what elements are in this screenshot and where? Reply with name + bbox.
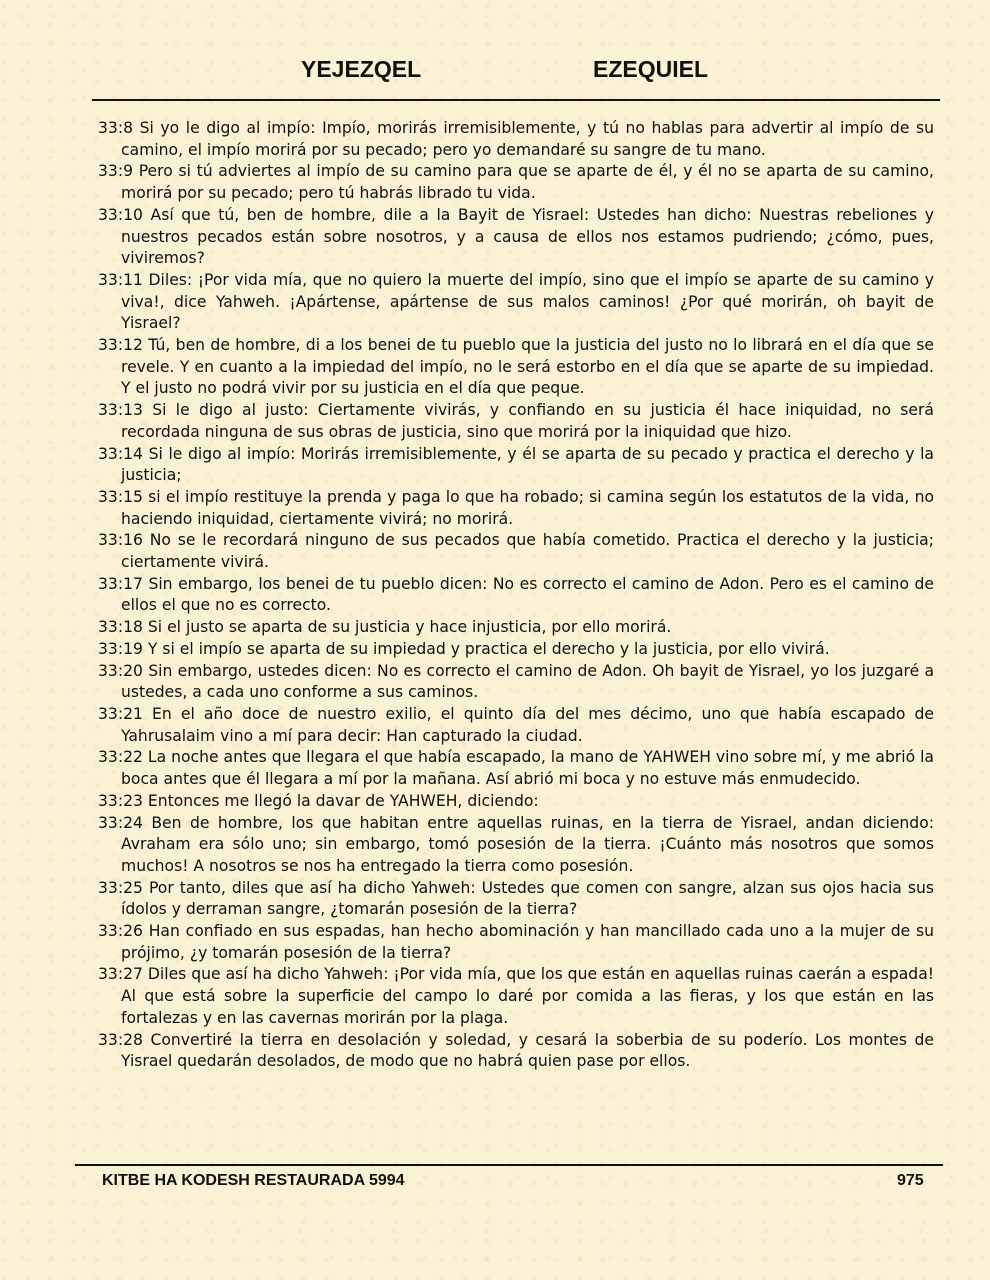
footer-page-number: 975: [897, 1172, 924, 1189]
footer-book-title: KITBE HA KODESH RESTAURADA 5994: [102, 1172, 405, 1189]
verse-33-10: 33:10 Así que tú, ben de hombre, dile a la Bayit de Yisrael: Ustedes han dicho: Nuestras rebeliones y nuestros pecados están sobre nosotros, y a causa de ellos nos estamos pudriendo; ¿cómo, pues, viviremos?: [98, 205, 934, 268]
verse-33-27: 33:27 Diles que así ha dicho Yahweh: ¡Por vida mía, que los que están en aquellas ruinas caerán a espada! Al que está sobre la superficie del campo lo daré por comida a las fieras, y los que están en las fortalezas y en las cavernas morirán por la plaga.: [98, 965, 934, 1027]
verse-33-19: 33:19 Y si el impío se aparta de su impiedad y practica el derecho y la justicia, por ello vivirá.: [98, 639, 830, 658]
verse-33-22: 33:22 La noche antes que llegara el que había escapado, la mano de YAHWEH vino sobre mí, y me abrió la boca antes que él llegara a mí por la mañana. Así abrió mi boca y no estuve más enmudecido.: [98, 748, 934, 789]
header-divider: [92, 99, 940, 101]
verse-33-25: 33:25 Por tanto, diles que así ha dicho Yahweh: Ustedes que comen con sangre, alzan sus ojos hacia sus ídolos y derraman sangre, ¿tomarán posesión de la tierra?: [98, 878, 934, 919]
verse-33-8: 33:8 Si yo le digo al impío: Impío, morirás irremisiblemente, y tú no hablas para advertir al impío de su camino, el impío morirá por su pecado; pero yo demandaré su sangre de tu mano.: [98, 119, 934, 159]
verse-33-9: 33:9 Pero si tú adviertes al impío de su camino para que se aparte de él, y él no se aparta de su camino, morirá por su pecado; pero tú habrás librado tu vida.: [98, 162, 934, 203]
footer-divider: [75, 1164, 943, 1166]
verse-33-15: 33:15 si el impío restituye la prenda y paga lo que ha robado; si camina según los estatutos de la vida, no haciendo iniquidad, ciertamente vivirá; no morirá.: [98, 487, 934, 528]
verse-33-28: 33:28 Convertiré la tierra en desolación y soledad, y cesará la soberbia de su poderío. Los montes de Yisrael quedarán desolados, de modo que no habrá quien pase por ellos.: [98, 1030, 934, 1071]
page-header: [0, 56, 990, 92]
verse-list: [98, 118, 934, 1073]
verse-33-16: 33:16 No se le recordará ninguno de sus pecados que había cometido. Practica el derecho y la justicia; ciertamente vivirá.: [98, 531, 934, 572]
verse-33-12: 33:12 Tú, ben de hombre, di a los benei de tu pueblo que la justicia del justo no lo librará en el día que se revele. Y en cuanto a la impiedad del impío, no le será estorbo en el día que se aparte de su impiedad. Y el justo no podrá vivir por su justicia en el día que peque.: [98, 336, 934, 398]
verse-33-23: 33:23 Entonces me llegó la davar de YAHWEH, diciendo:: [98, 791, 539, 810]
verse-33-13: 33:13 Si le digo al justo: Ciertamente vivirás, y confiando en su justicia él hace iniquidad, no será recordada ninguna de sus obras de justicia, sino que morirá por la iniquidad que hizo.: [98, 401, 934, 441]
header-title-hebrew: YEJEZQEL: [301, 56, 422, 82]
verse-33-11: 33:11 Diles: ¡Por vida mía, que no quiero la muerte del impío, sino que el impío se aparte de su camino y viva!, dice Yahweh. ¡Apártense, apártense de sus malos caminos! ¿Por qué morirán, oh bayit de Yisrael?: [98, 270, 934, 333]
verse-33-14: 33:14 Si le digo al impío: Morirás irremisiblemente, y él se aparta de su pecado y practica el derecho y la justicia;: [98, 444, 934, 485]
verse-33-20: 33:20 Sin embargo, ustedes dicen: No es correcto el camino de Adon. Oh bayit de Yisrael, yo los juzgaré a ustedes, a cada uno conforme a sus caminos.: [98, 661, 934, 702]
header-title-spanish: EZEQUIEL: [593, 56, 709, 82]
verse-33-18: 33:18 Si el justo se aparta de su justicia y hace injusticia, por ello morirá.: [98, 618, 672, 637]
verse-33-17: 33:17 Sin embargo, los benei de tu pueblo dicen: No es correcto el camino de Adon. Pero es el camino de ellos el que no es correcto.: [98, 574, 934, 615]
verse-33-21: 33:21 En el año doce de nuestro exilio, el quinto día del mes décimo, uno que había escapado de Yahrusalaim vino a mí para decir: Han capturado la ciudad.: [98, 704, 934, 745]
verse-33-26: 33:26 Han confiado en sus espadas, han hecho abominación y han mancillado cada uno a la mujer de su prójimo, ¿y tomarán posesión de la tierra?: [98, 922, 934, 962]
verse-33-24: 33:24 Ben de hombre, los que habitan entre aquellas ruinas, en la tierra de Yisrael, andan diciendo: Avraham era sólo uno; sin embargo, tomó posesión de la tierra. ¡Cuánto más nosotros que somos muchos! A nosotros se nos ha entregado la tierra como posesión.: [98, 813, 934, 875]
